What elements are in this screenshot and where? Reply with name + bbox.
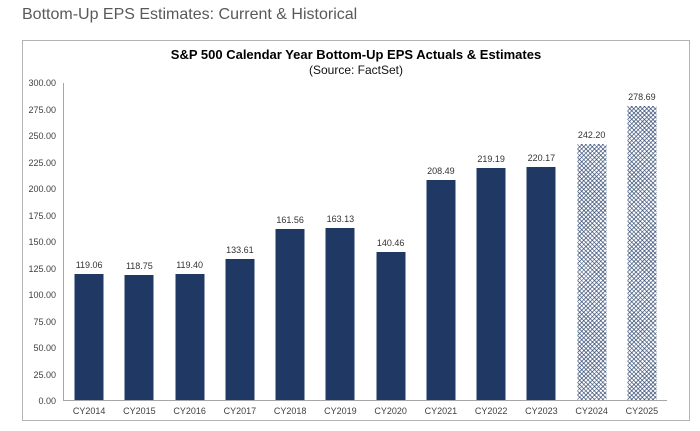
chart-frame <box>22 40 690 421</box>
bar-cy2016 <box>175 274 204 400</box>
y-axis-tick-label: 75.00 <box>33 316 56 327</box>
bar-cy2023 <box>527 167 556 400</box>
y-axis-tick-label: 175.00 <box>28 210 56 221</box>
x-axis-tick-label: CY2018 <box>273 406 307 416</box>
bar-cy2018 <box>276 229 305 400</box>
bar-slot-cy2018 <box>265 83 315 416</box>
x-axis-tick-label: CY2023 <box>525 406 558 416</box>
x-axis-tick-label: CY2019 <box>324 406 357 416</box>
bar-slot-cy2017 <box>215 83 265 416</box>
bar-value-label: 119.06 <box>75 260 103 271</box>
x-axis-tick-label: CY2024 <box>575 406 608 416</box>
bar-value-label: 163.13 <box>326 213 355 224</box>
x-axis-tick-label: CY2014 <box>72 406 106 416</box>
x-axis-tick-label: CY2015 <box>123 406 156 416</box>
x-axis-tick-label: CY2025 <box>625 406 659 416</box>
y-axis-tick-label: 150.00 <box>28 237 56 247</box>
bar-value-label: 278.69 <box>628 91 656 102</box>
y-axis-tick-label: 0.00 <box>38 396 56 406</box>
bar-cy2014 <box>75 274 104 400</box>
bar-cy2017 <box>225 259 254 400</box>
y-axis-tick-label: 250.00 <box>28 131 56 141</box>
y-axis-tick-label: 50.00 <box>33 343 56 353</box>
bar-value-label: 133.61 <box>226 244 254 255</box>
x-axis-tick-label: CY2020 <box>374 406 407 416</box>
bar-value-label: 140.46 <box>376 237 405 248</box>
bar-cy2025 <box>627 106 656 400</box>
bar-value-label: 119.40 <box>176 259 204 270</box>
bar-slot-cy2019 <box>315 83 365 416</box>
x-axis-tick-label: CY2016 <box>173 406 206 416</box>
bar-value-label: 219.19 <box>477 154 505 165</box>
y-axis-tick-label: 125.00 <box>28 263 56 274</box>
page-title: Bottom-Up EPS Estimates: Current & Historical <box>22 6 358 23</box>
bar-cy2022 <box>477 168 506 400</box>
bar-slot-cy2015 <box>114 83 164 416</box>
plot-area <box>63 83 667 416</box>
bar-cy2021 <box>426 180 455 400</box>
y-axis-tick-label: 225.00 <box>28 157 56 168</box>
y-axis-tick-label: 275.00 <box>28 104 56 115</box>
bar-cy2015 <box>125 275 154 400</box>
bar-slot-cy2014 <box>64 83 114 416</box>
bar-cy2024 <box>577 144 606 400</box>
chart-subtitle: (Source: FactSet) <box>308 63 404 77</box>
bar-value-label: 208.49 <box>427 165 455 176</box>
bar-slot-cy2020 <box>366 83 416 416</box>
y-axis <box>23 41 60 420</box>
bar-slot-cy2023 <box>516 83 566 416</box>
bar-slot-cy2024 <box>567 83 617 416</box>
bar-slot-cy2021 <box>416 83 466 416</box>
y-axis-tick-label: 100.00 <box>28 290 56 300</box>
y-axis-tick-label: 200.00 <box>28 184 56 194</box>
bar-value-label: 242.20 <box>577 130 606 141</box>
bar-value-label: 118.75 <box>125 260 153 271</box>
y-axis-tick-label: 300.00 <box>28 78 56 88</box>
x-axis-tick-label: CY2017 <box>223 406 257 416</box>
chart-title: S&P 500 Calendar Year Bottom-Up EPS Actuals & Estimates <box>170 47 542 62</box>
bar-value-label: 220.17 <box>527 153 556 164</box>
bar-slot-cy2022 <box>466 83 516 416</box>
bar-slot-cy2025 <box>617 83 667 416</box>
bar-value-label: 161.56 <box>276 215 304 226</box>
x-axis-tick-label: CY2021 <box>424 406 458 416</box>
bar-slot-cy2016 <box>165 83 215 416</box>
bar-cy2019 <box>326 228 355 400</box>
bar-cy2020 <box>376 252 405 400</box>
y-axis-tick-label: 25.00 <box>33 369 56 380</box>
x-axis-tick-label: CY2022 <box>474 406 508 416</box>
